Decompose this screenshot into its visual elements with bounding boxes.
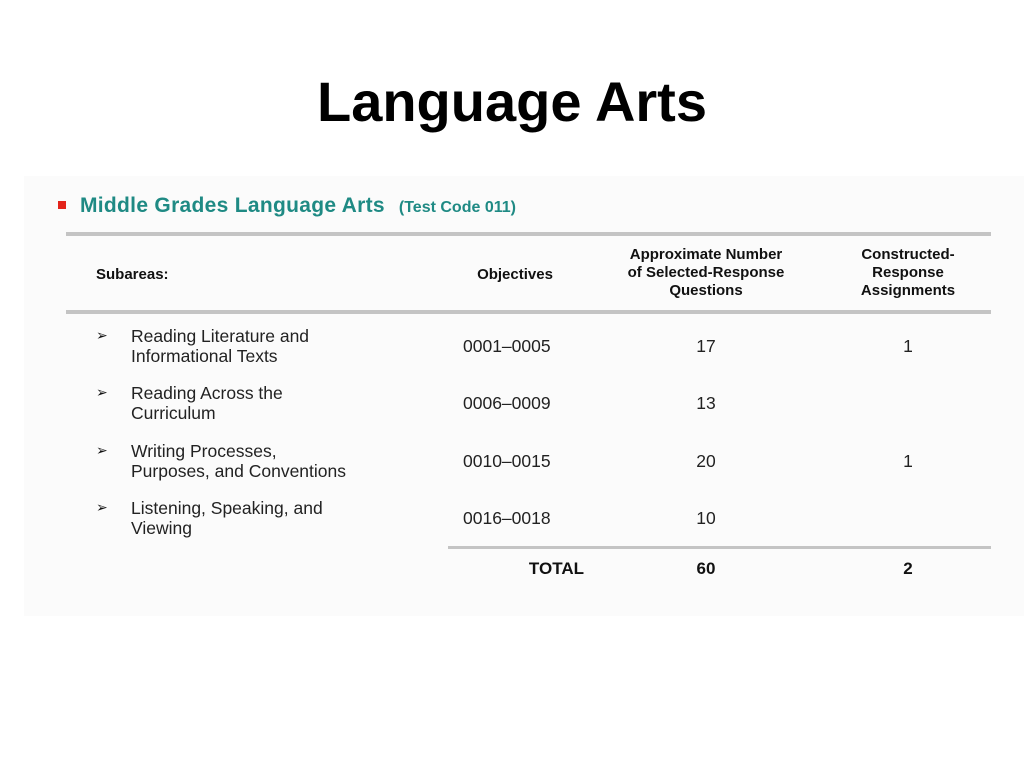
subarea-name: [131, 326, 431, 366]
subarea-line: Reading Across the: [131, 383, 283, 403]
subarea-name: [131, 498, 431, 538]
subarea-line: Viewing: [131, 518, 192, 538]
column-header-subareas: Subareas:: [96, 266, 169, 283]
bullet-square-icon: [58, 201, 66, 209]
constructed-response-cell: 1: [903, 451, 913, 471]
slide-title: Language Arts: [317, 70, 707, 133]
column-header-line: Constructed-: [861, 246, 955, 263]
subarea-line: Informational Texts: [131, 346, 278, 366]
top-divider: [66, 232, 991, 236]
column-header-constructed-response: [832, 246, 984, 300]
constructed-response-cell: 1: [903, 336, 913, 356]
arrow-bullet-icon: ➢: [96, 500, 108, 516]
objectives-cell: 0006–0009: [463, 393, 551, 413]
subarea-line: Curriculum: [131, 403, 216, 423]
header-divider: [66, 310, 991, 314]
selected-response-cell: 17: [696, 336, 716, 356]
column-header-line: of Selected-Response: [627, 264, 785, 281]
subarea-line: Reading Literature and: [131, 326, 310, 346]
column-header-line: Response: [872, 264, 944, 281]
test-framework-table: [24, 176, 1024, 616]
arrow-bullet-icon: ➢: [96, 385, 108, 401]
subarea-line: Writing Processes,: [131, 441, 277, 461]
objectives-cell: 0001–0005: [463, 336, 551, 356]
subarea-line: Listening, Speaking, and: [131, 498, 323, 518]
total-divider: [448, 546, 991, 549]
subarea-name: [131, 383, 431, 423]
objectives-cell: 0016–0018: [463, 508, 551, 528]
total-selected-response: 60: [696, 559, 716, 578]
selected-response-cell: 13: [696, 393, 716, 413]
subarea-line: Purposes, and Conventions: [131, 461, 346, 481]
column-header-line: Questions: [669, 282, 743, 299]
selected-response-cell: 10: [696, 508, 716, 528]
test-name: Middle Grades Language Arts: [80, 194, 385, 217]
column-header-line: Approximate Number: [629, 246, 783, 263]
column-header-objectives: Objectives: [477, 266, 553, 283]
arrow-bullet-icon: ➢: [96, 443, 108, 459]
objectives-cell: 0010–0015: [463, 451, 551, 471]
column-header-selected-response: [596, 246, 816, 300]
table-row: [24, 383, 1024, 441]
total-label: TOTAL: [528, 559, 584, 578]
column-header-line: Assignments: [860, 282, 956, 299]
subarea-name: [131, 441, 431, 481]
arrow-bullet-icon: ➢: [96, 328, 108, 344]
total-constructed-response: 2: [903, 559, 913, 578]
table-row: [24, 441, 1024, 499]
selected-response-cell: 20: [696, 451, 716, 471]
table-heading: [58, 194, 516, 218]
table-row: [24, 326, 1024, 384]
test-code: (Test Code 011): [398, 199, 516, 216]
total-row: [24, 559, 1024, 583]
